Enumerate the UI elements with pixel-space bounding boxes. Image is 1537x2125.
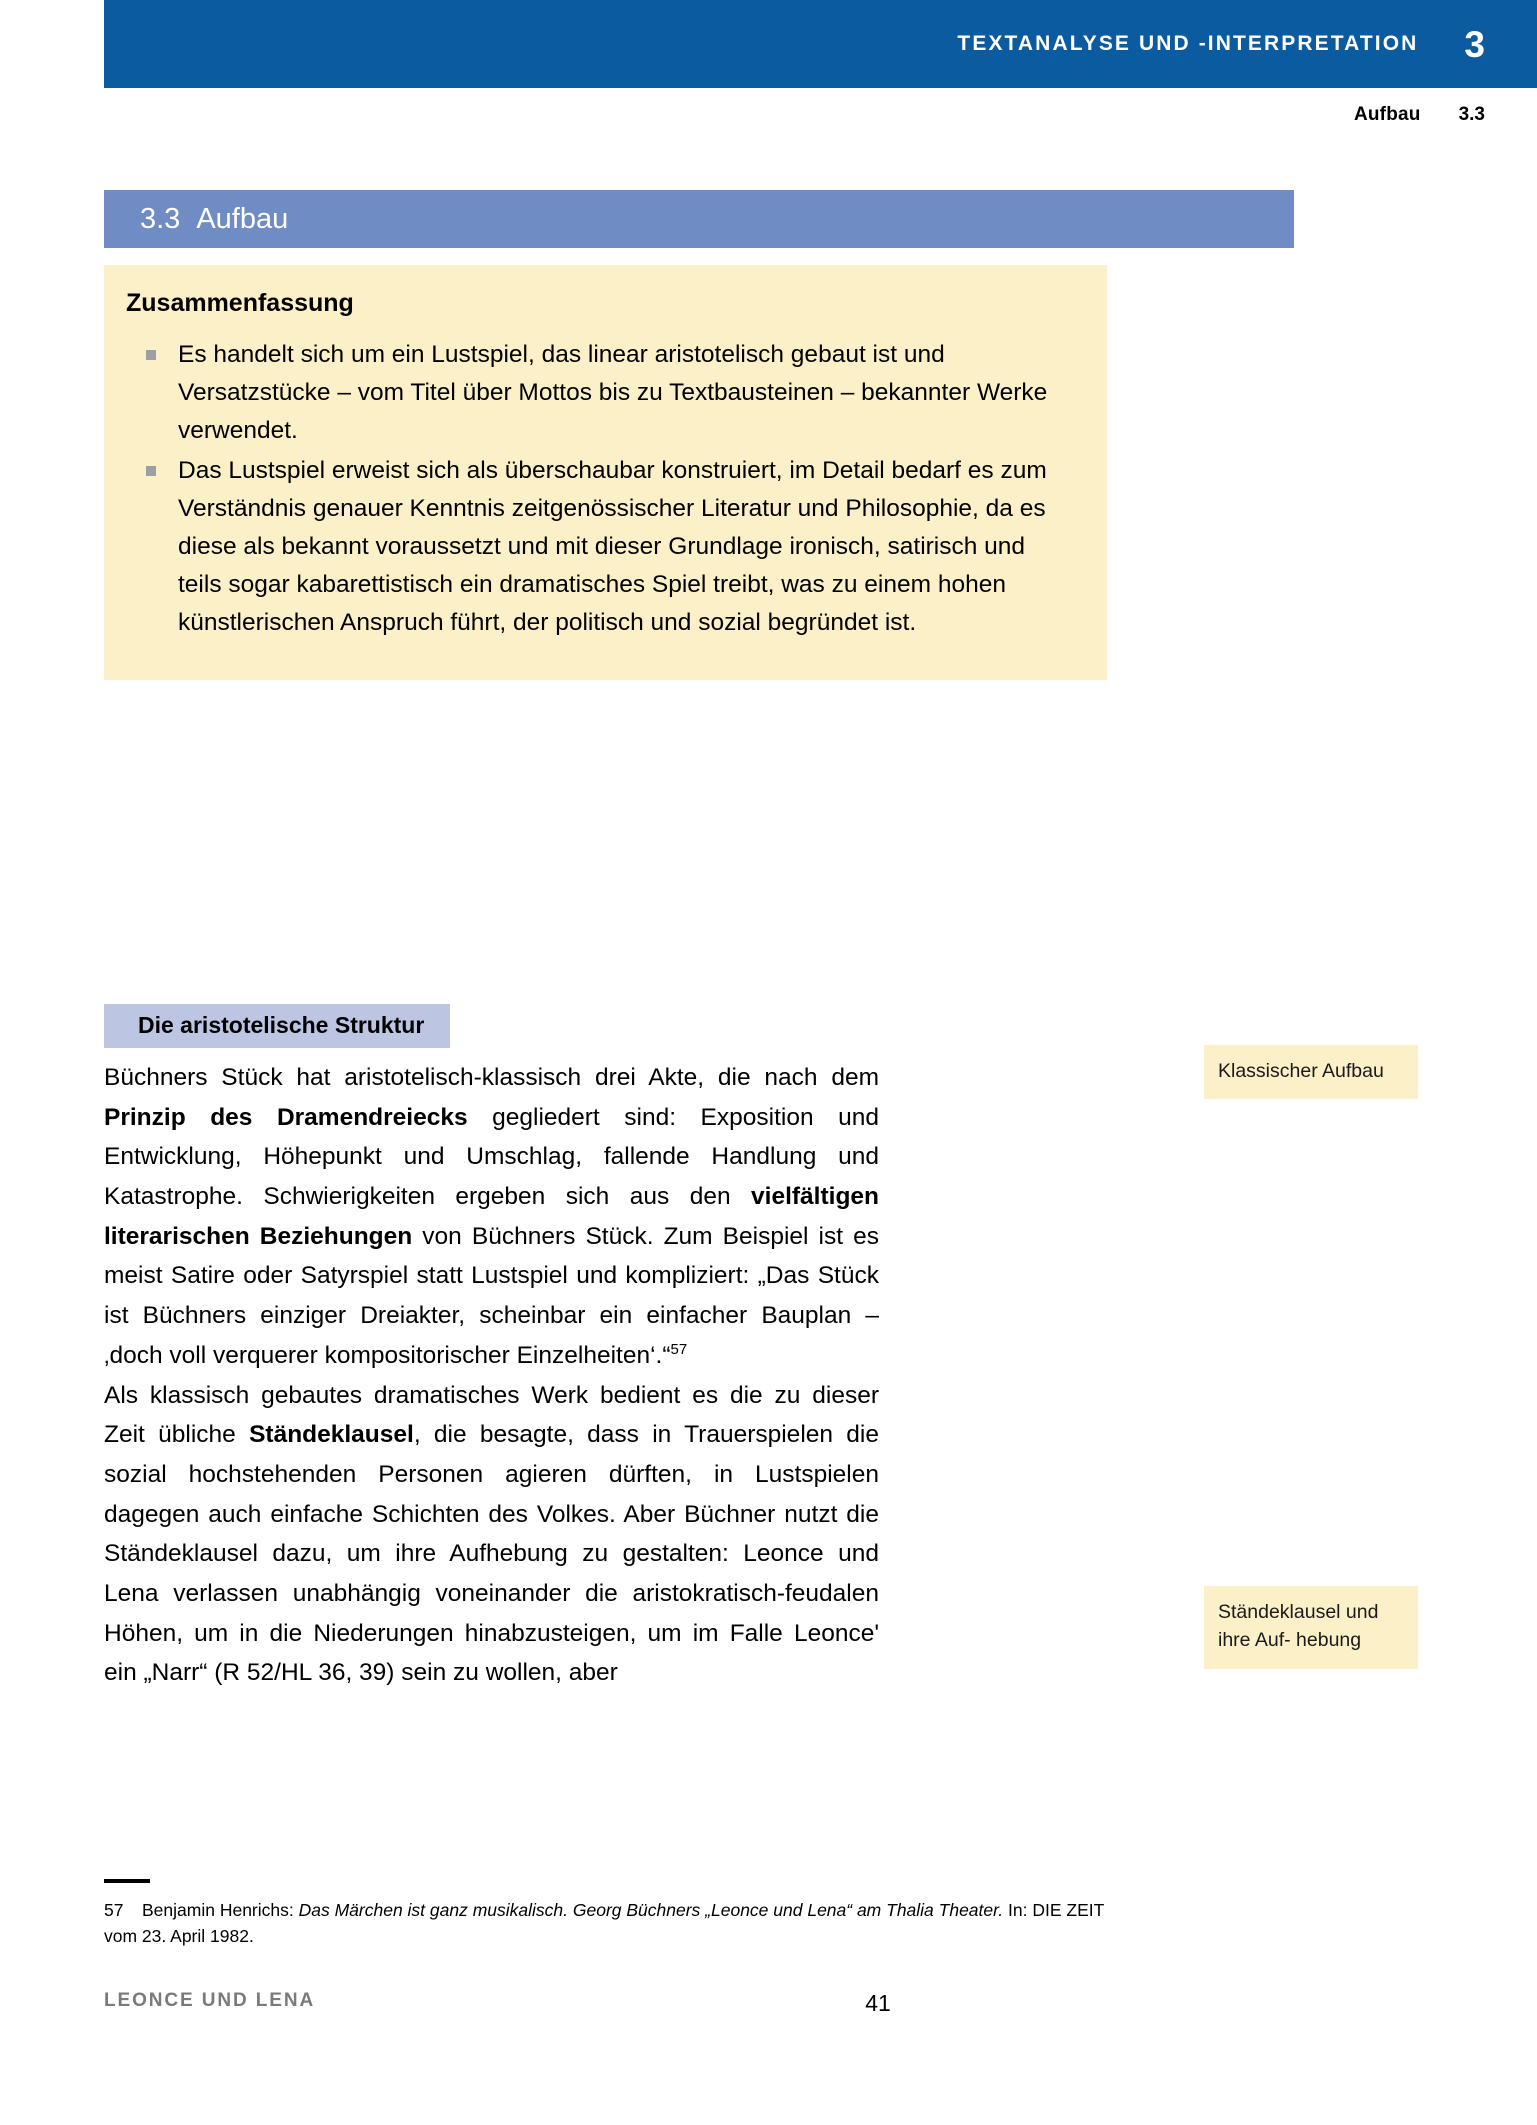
footnote-marker: 57 <box>670 1340 688 1358</box>
section-title: Aufbau <box>196 202 289 235</box>
footnote-number: 57 <box>104 1900 124 1920</box>
square-bullet-icon <box>146 350 156 360</box>
summary-bullet-text: Es handelt sich um ein Lustspiel, das linear aristotelisch gebaut ist und Versatzstücke – vom Titel über Mottos bis zu Textbausteinen – bekannter Werke verwendet. <box>178 341 1048 444</box>
section-number: 3.3 <box>140 202 181 235</box>
subsection-heading: Die aristotelische Struktur <box>104 1004 450 1048</box>
summary-box <box>104 265 1107 680</box>
footer-book-title: LEONCE UND LENA <box>104 1990 316 2011</box>
footnote-entry <box>104 1898 1124 1950</box>
summary-title: Zusammenfassung <box>126 289 354 317</box>
summary-bullet-text: Das Lustspiel erweist sich als überschaubar konstruiert, im Detail bedarf es zum Verständnis genauer Kenntnis zeitgenössischer Literatur und Philosophie, da es diese als bekannt voraussetzt und mit dieser Grundlage ironisch, satirisch und teils sogar kabarettistisch ein dramatisches Spiel treibt, was zu einem hohen künstlerischen Anspruch führt, der politisch und sozial begründet ist. <box>178 456 1047 636</box>
summary-bullet-list <box>126 336 1073 642</box>
body-text-column <box>104 1058 879 1693</box>
margin-note-klassischer-aufbau: Klassischer Aufbau <box>1204 1045 1418 1099</box>
running-header-bar <box>104 0 1537 88</box>
body-text-run: von Büchners Stück. Zum Beispiel ist es meist Satire oder Satyrspiel statt Lustspiel und kompliziert: „Das Stück ist Büchners einziger Dreiakter, scheinbar ein einfacher Bauplan – ‚doch voll verquerer kompositorischer Einzelheiten‘.“ <box>104 1222 879 1369</box>
body-text-run: Büchners Stück hat aristotelisch-klassisch drei Akte, die nach dem <box>104 1064 879 1091</box>
footnote-title: Das Märchen ist ganz musikalisch. Georg Büchners „Leonce und Lena“ am Thalia Theater. <box>298 1900 1004 1920</box>
margin-note-staendeklausel: Ständeklausel und ihre Auf- hebung <box>1204 1586 1418 1669</box>
body-text-run: gegliedert sind: Exposition und Entwicklung, Höhepunkt und Umschlag, fallende Handlung und Katastrophe. Schwierigkeiten ergeben sich aus den <box>104 1103 879 1211</box>
subheader <box>1354 104 1485 126</box>
body-text-run: , die besagte, dass in Trauerspielen die sozial hochstehenden Personen agieren dürften, in Lustspielen dagegen auch einfache Schichten des Volkes. Aber Büchner nutzt die Ständeklausel dazu, um ihre Aufhebung zu gestalten: Leonce und Lena verlassen unabhängig voneinander die aristokratisch-feudalen Höhen, um in die Niederungen hinabzusteigen, um im Falle Leonce' ein „Narr“ (R 52/HL 36, 39) sein zu wollen, aber <box>104 1421 879 1687</box>
chapter-title: TEXTANALYSE UND -INTERPRETATION <box>957 32 1419 55</box>
summary-bullet-item <box>126 336 1073 450</box>
body-paragraph-2 <box>104 1376 879 1694</box>
square-bullet-icon <box>146 466 156 476</box>
subheader-number: 3.3 <box>1458 104 1485 125</box>
body-bold-run: Ständeklausel <box>249 1421 414 1449</box>
body-paragraph-1 <box>104 1058 879 1376</box>
subheader-label: Aufbau <box>1353 104 1421 125</box>
body-bold-run: vielfältigen literarischen Beziehungen <box>104 1183 879 1250</box>
body-bold-run: Prinzip des Dramendreiecks <box>104 1103 468 1131</box>
summary-bullet-item <box>126 452 1073 642</box>
footer-page-number: 41 <box>865 1990 891 2016</box>
body-text-run: Als klassisch gebautes dramatisches Werk bedient es die zu dieser Zeit übliche <box>104 1381 879 1449</box>
footnote-source: In: DIE ZEIT vom 23. April 1982. <box>104 1900 1105 1946</box>
footnote-separator-rule <box>104 1879 150 1883</box>
section-title-band <box>104 190 1294 248</box>
page-footer <box>104 1990 1437 2016</box>
chapter-number: 3 <box>1464 23 1485 65</box>
footnote-author: Benjamin Henrichs: <box>142 1900 299 1920</box>
